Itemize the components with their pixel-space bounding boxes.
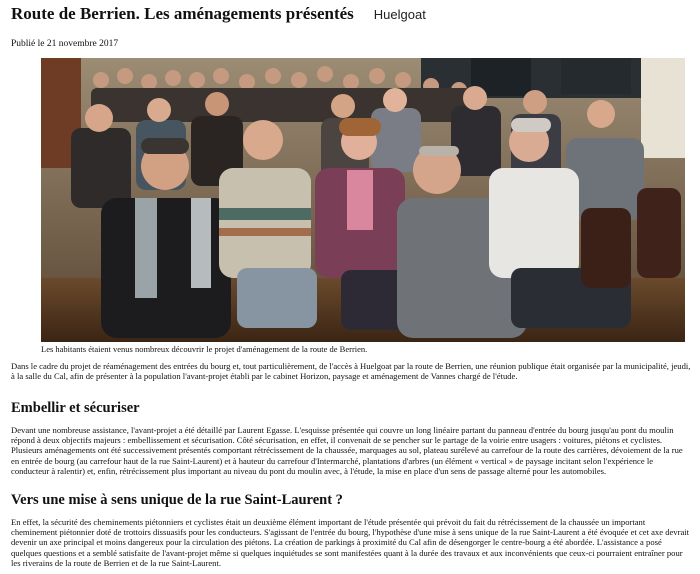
location-tag[interactable]: Huelgoat <box>373 7 426 22</box>
publication-date: Publié le 21 novembre 2017 <box>11 39 119 49</box>
article-header <box>11 4 426 24</box>
article-photo <box>41 58 685 342</box>
photo-audience-scene <box>41 58 685 342</box>
section-body-embellir: Devant une nombreuse assistance, l'avant-projet a été détaillé par Laurent Egasse. L'esquisse présentée qui couvre un long linéaire partant du panneau d'entrée du bourg jusqu'au pont du moulin répond à deux objectifs majeurs : embellissement et sécurisation. Côté sécurisation, en effet, il convenait de se pencher sur le partage de la voirie entre usagers : voitures, piétons et cyclistes. Plusieurs aménagements ont été successivement présentés comportant rétrécissement de la chaussée, marquages au sol, plateau surélevé au carrefour de la route des carrières, dévoiement de la rue en entrée de bourg (au carrefour haut de la rue Saint-Laurent) et à hauteur du carrefour d'Intermarché, plantations d'arbres (un élément « vertical » de paysage incitant selon l'expérience le conducteur à ralentir) et, enfin, rétrécissement plus important au niveau du pont du moulin avec, à l'étude, la mise en place d'un sens de passage alterné pour les automobiles. <box>11 425 683 476</box>
section-heading-embellir: Embellir et sécuriser <box>11 400 140 416</box>
article-intro: Dans le cadre du projet de réaménagement des entrées du bourg et, tout particulièrement, de l'accès à Huelgoat par la route de Berrien, une réunion publique était organisée par la municipalité, jeudi, à la salle du Cal, afin de présenter à la population l'avant-projet établi par le cabinet Horizon, paysage et aménagement de Vannes chargé de l'étude. <box>11 361 691 382</box>
article-title: Route de Berrien. Les aménagements présentés <box>11 4 354 23</box>
photo-caption: Les habitants étaient venus nombreux découvrir le projet d'aménagement de la route de Berrien. <box>41 344 368 354</box>
section-body-sens-unique: En effet, la sécurité des cheminements piétonniers et cyclistes était un deuxième élément important de l'étude présentée qui prévoit du fait du rétrécissement de la chaussée un important cheminement piétonnier doté de trottoirs dissuasifs pour les conducteurs. S'agissant de l'entrée du bourg, l'hypothèse d'une mise à sens unique de la rue Saint-Laurent a été évoquée et cet axe devrait devenir un axe principal et moins dangereux pour la circulation des piétons. La création de parkings à proximité du Cal afin de désengorger le centre-bourg a été abordée. L'assistance a posé quelques questions et a semblé satisfaite de l'avant-projet même si quelques inquiétudes se sont manifestées quant à la durée des travaux et aux inconvénients que ceux-ci pourraient entraîner pour les riverains de la route de Berrien et de la rue Saint-Laurent. <box>11 517 690 568</box>
section-heading-sens-unique: Vers une mise à sens unique de la rue Saint-Laurent ? <box>11 492 343 508</box>
